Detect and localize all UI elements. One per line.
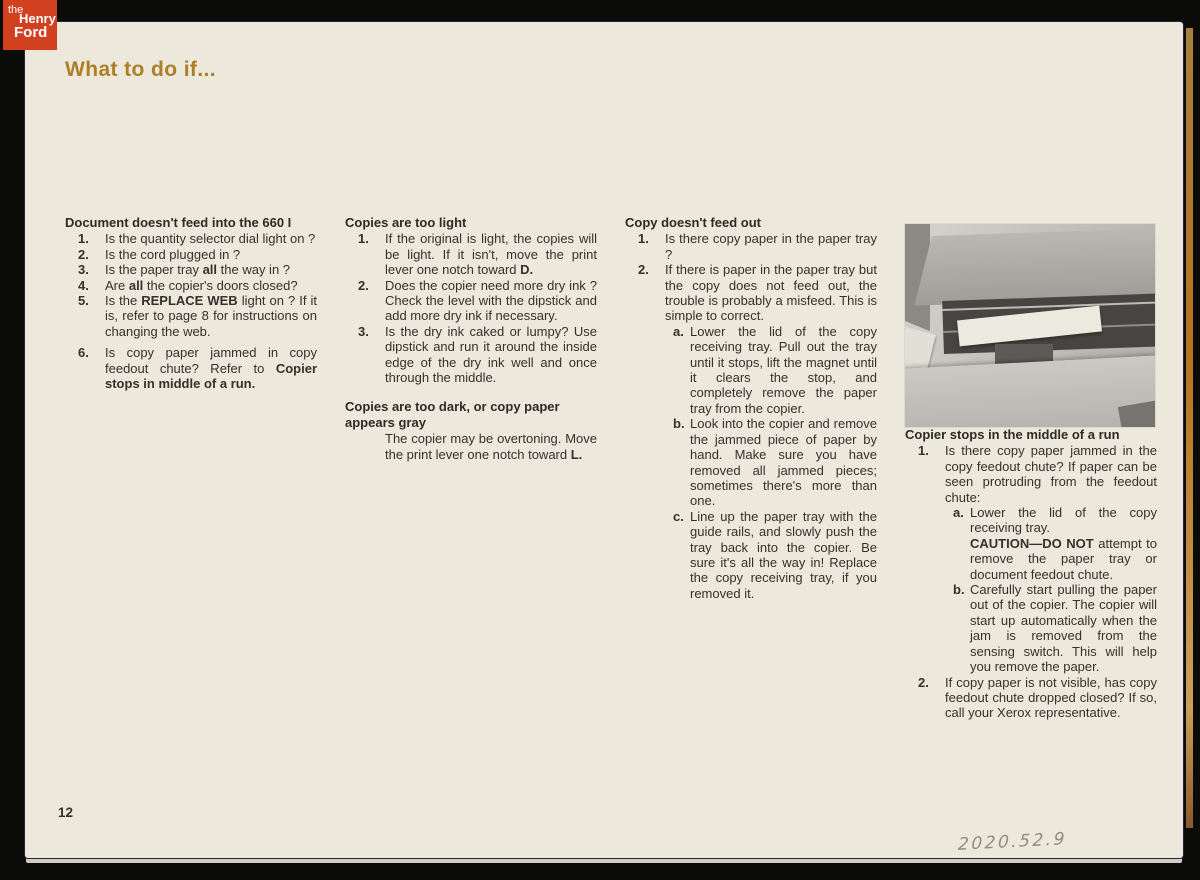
list-item-label: 2.: [918, 674, 929, 690]
list-item-label: b.: [673, 416, 685, 432]
list-item-text: Is there copy paper in the paper tray ?: [665, 231, 877, 262]
column-1: [65, 215, 317, 721]
list-item: [905, 582, 1157, 674]
list-item: [625, 324, 877, 416]
list-item-text: If there is paper in the paper tray but the copy does not feed out, the trouble is probably a misfeed. This is simple to correct.: [665, 262, 877, 324]
list-item: [905, 505, 1157, 582]
list-item: [625, 231, 877, 262]
column-3: [625, 215, 877, 721]
list-item-label: 2.: [358, 277, 369, 293]
list-item-text: Carefully start pulling the paper out of the copier. The copier will start up automatically when the jam is removed from the sensing switch. This will help you remove the paper.: [970, 582, 1157, 675]
list-item-text: Are all the copier's doors closed?: [105, 277, 298, 293]
list-item-text: Is the cord plugged in ?: [105, 246, 241, 262]
list-item: [65, 231, 317, 246]
list-item-text: The copier may be overtoning. Move the print lever one notch toward L.: [385, 431, 597, 462]
list-item-text: Is the dry ink caked or lumpy? Use dipstick and run it around the inside edge of the dry ink well and once through the middle.: [385, 323, 597, 386]
list-item-label: b.: [953, 582, 965, 598]
logo-ford: Ford: [14, 24, 48, 41]
section-heading: Copier stops in the middle of a run: [905, 427, 1120, 442]
list-item: [905, 675, 1157, 721]
list-item-label: c.: [673, 508, 684, 524]
list-item-label: 1.: [358, 231, 369, 247]
photo-receiving-tray: [905, 355, 1155, 427]
section-heading: Copies are too light: [345, 215, 467, 230]
page-title: What to do if...: [65, 58, 217, 81]
list-item-text: Line up the paper tray with the guide rails, and slowly push the tray back into the copier. Be sure it's all the way in! Replace the copy receiving tray, if you removed it.: [690, 508, 877, 601]
list-item: [625, 509, 877, 601]
list-item-text: If the original is light, the copies will be light. If it isn't, move the print lever one notch toward D.: [385, 231, 597, 278]
list-item-text: Look into the copier and remove the jammed piece of paper by hand. Make sure you have removed all jammed pieces; sometimes there's more than one.: [690, 416, 877, 509]
section: [625, 215, 877, 601]
list-item: [345, 324, 597, 386]
list-item-label: 2.: [638, 262, 649, 278]
section: [905, 427, 1157, 721]
list-item: [65, 262, 317, 277]
copier-photo: [905, 224, 1155, 427]
list-item-label: 2.: [78, 246, 89, 262]
list-item: [905, 443, 1157, 505]
section: [345, 215, 597, 385]
list-item-label: a.: [673, 323, 684, 339]
list-item: [65, 247, 317, 262]
section-heading: Copy doesn't feed out: [625, 215, 761, 230]
list-item-text: Is the paper tray all the way in ?: [105, 262, 291, 278]
list-item-text: Lower the lid of the copy receiving tray. Pull out the tray until it stops, lift the magnet until it clears the stop, and completely remove the paper tray from the copier.: [690, 323, 877, 416]
list-item-label: 1.: [638, 231, 649, 247]
list-item: [65, 278, 317, 293]
list-item-text: Is the REPLACE WEB light on ? If it is, refer to page 8 for instructions on changing the web.: [105, 293, 318, 339]
columns-container: [65, 215, 1157, 721]
list-item-text: Is there copy paper jammed in the copy feedout chute? If paper can be seen protruding from the feedout chute:: [945, 443, 1157, 505]
manual-page: [25, 22, 1183, 858]
section-heading: Document doesn't feed into the 660 I: [65, 215, 292, 230]
logo-the: the: [8, 4, 24, 16]
list-item-text: Lower the lid of the copy receiving tray. CAUTION—DO NOT attempt to remove the paper tray or document feedout chute.: [970, 505, 1157, 582]
list-item-label: 3.: [78, 262, 89, 278]
list-item-label: a.: [953, 505, 964, 521]
list-item: [625, 416, 877, 508]
list-item-label: [358, 431, 385, 462]
logo-henry: Henry: [19, 11, 56, 26]
page-number: 12: [58, 805, 74, 820]
list-item-label: 1.: [78, 231, 89, 247]
list-item-label: 6.: [78, 345, 89, 361]
list-item-text: Is the quantity selector dial light on ?: [105, 231, 316, 247]
henry-ford-logo: [3, 0, 57, 50]
list-item: [65, 293, 317, 339]
list-item: [345, 431, 597, 462]
list-item-text: Does the copier need more dry ink ? Check the level with the dipstick and add more dry ink if necessary.: [385, 277, 597, 324]
section: [345, 399, 597, 462]
list-item-text: Is copy paper jammed in copy feedout chute? Refer to Copier stops in middle of a run.: [105, 345, 317, 392]
list-item: [625, 262, 877, 324]
list-item: [65, 345, 317, 391]
list-item-text: If copy paper is not visible, has copy feedout chute dropped closed? If so, call your Xerox representative.: [945, 674, 1157, 721]
list-item-label: 5.: [78, 293, 89, 309]
list-item-label: 3.: [358, 323, 369, 339]
list-item-label: 1.: [918, 443, 929, 459]
list-item-label: 4.: [78, 277, 89, 293]
list-item: [345, 231, 597, 277]
list-item: [345, 278, 597, 324]
section-heading: Copies are too dark, or copy paper appears gray: [345, 399, 560, 430]
column-4: [905, 215, 1157, 721]
column-2: [345, 215, 597, 721]
book-page-edge: [1186, 28, 1193, 828]
accession-number-handwritten: 2020.52.9: [957, 829, 1068, 855]
section: [65, 215, 317, 391]
column-4-text: [905, 427, 1157, 721]
